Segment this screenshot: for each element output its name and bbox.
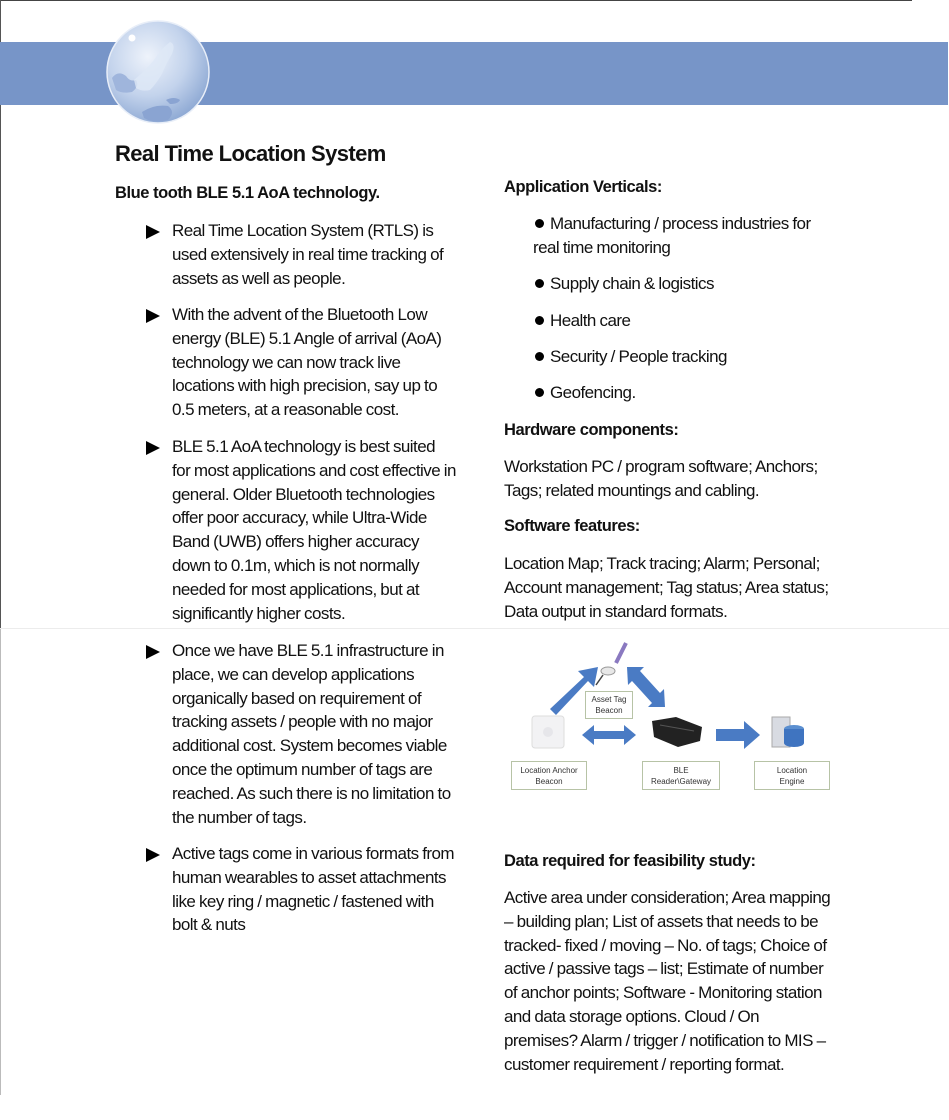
- software-heading: Software features:: [504, 517, 640, 535]
- label-ble-reader-gateway: BLE Reader\Gateway: [642, 761, 720, 790]
- bullet-dot-icon: [535, 316, 544, 325]
- bullet-text: BLE 5.1 AoA technology is best suited for most applications and cost effective in general. Older Bluetooth technologies offer poor accuracy, while Ultra-Wide Band (UWB) offers higher accuracy down to 0.1m, which is not normally needed for most applications, but at significantly higher costs.: [172, 437, 456, 623]
- left-border-lower: [0, 628, 1, 1095]
- verticals-heading: Application Verticals:: [504, 178, 662, 196]
- arrow-anchor-reader: [582, 725, 636, 745]
- page-title: Real Time Location System: [115, 141, 386, 166]
- triangle-bullet-icon: [146, 441, 160, 455]
- page-seam: [0, 628, 949, 629]
- label-location-engine: Location Engine: [754, 761, 830, 790]
- bullet-text: Real Time Location System (RTLS) is used extensively in real time tracking of assets as well as people.: [172, 221, 444, 288]
- asset-tag-icon: [596, 643, 626, 685]
- hardware-heading: Hardware components:: [504, 421, 679, 439]
- triangle-bullet-icon: [146, 645, 160, 659]
- bullet-item: [146, 435, 456, 625]
- bullet-item: [146, 842, 456, 937]
- globe-icon: [106, 20, 211, 125]
- bullet-item: [146, 303, 456, 422]
- vertical-item: Geofencing.: [533, 381, 636, 405]
- vertical-item: Health care: [533, 309, 630, 333]
- triangle-bullet-icon: [146, 225, 160, 239]
- vertical-item: Manufacturing / process industries for: [533, 212, 811, 236]
- arrow-reader-to-engine: [716, 721, 760, 749]
- feasibility-text: Active area under consideration; Area mapping – building plan; List of assets that needs to be tracked- fixed / moving – No. of tags; Choice of active / passive tags – list; Estimate of number of anchor points; Software - Monitoring station and data storage options. Cloud / On premises? Alarm / trigger / notification to MIS – customer requirement / reporting format.: [504, 888, 831, 1074]
- bullet-dot-icon: [535, 352, 544, 361]
- label-asset-tag-beacon: Asset Tag Beacon: [585, 691, 633, 719]
- bullet-dot-icon: [535, 388, 544, 397]
- software-text: Location Map; Track tracing; Alarm; Personal; Account management; Tag status; Area status; Data output in standard formats.: [504, 554, 829, 621]
- vertical-item: Security / People tracking: [533, 345, 727, 369]
- rtls-architecture-diagram: [500, 637, 840, 797]
- page-subtitle: Blue tooth BLE 5.1 AoA technology.: [115, 184, 380, 202]
- bullet-text: Active tags come in various formats from human wearables to asset attachments like key ring / magnetic / fastened with bolt & nuts: [172, 844, 455, 935]
- feasibility-heading: Data required for feasibility study:: [504, 852, 756, 870]
- bullet-text: With the advent of the Bluetooth Low energy (BLE) 5.1 Angle of arrival (AoA) technology we can now track live locations with high precision, say up to 0.5 meters, at a reasonable cost.: [172, 305, 442, 420]
- bullet-text: Once we have BLE 5.1 infrastructure in place, we can develop applications organically based on requirement of tracking assets / people with no major additional cost. System becomes viable once the optimum number of tags are reached. As such there is no limitation to the number of tags.: [172, 641, 451, 827]
- bullet-dot-icon: [535, 279, 544, 288]
- label-location-anchor-beacon: Location Anchor Beacon: [511, 761, 587, 790]
- top-border: [0, 0, 912, 1]
- vertical-item-continued: real time monitoring: [533, 238, 671, 257]
- triangle-bullet-icon: [146, 309, 160, 323]
- bullet-item: [146, 639, 456, 829]
- vertical-item: Supply chain & logistics: [533, 272, 714, 296]
- bullet-item: [146, 219, 456, 290]
- bullet-dot-icon: [535, 219, 544, 228]
- triangle-bullet-icon: [146, 848, 160, 862]
- hardware-text: Workstation PC / program software; Anchors; Tags; related mountings and cabling.: [504, 457, 818, 500]
